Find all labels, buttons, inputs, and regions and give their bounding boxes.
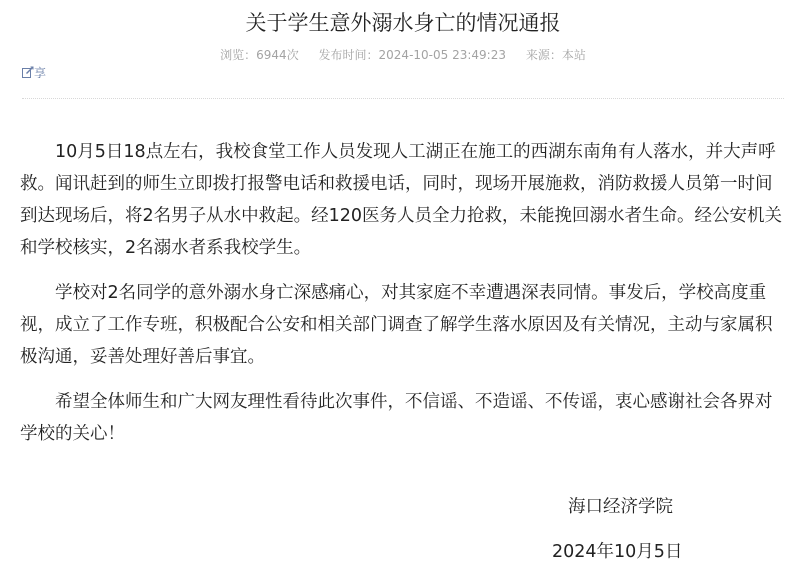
header-divider [22, 98, 784, 99]
article-source: 来源：本站 [525, 48, 586, 62]
signature-date: 2024年10月5日 [552, 542, 683, 562]
article-title: 关于学生意外溺水身亡的情况通报 [245, 11, 561, 35]
paragraph: 学校对2名同学的意外溺水身亡深感痛心，对其家庭不幸遭遇深表同情。事发后，学校高度重视，成立了工作专班，积极配合公安和相关部门调查了解学生落水原因及有关情况，主动与家属积极沟通，妥善处理好善后事宜。 [20, 283, 773, 367]
view-count: 浏览：6944次 [220, 48, 299, 62]
share-label: 享 [34, 65, 47, 80]
paragraph: 10月5日18点左右，我校食堂工作人员发现人工湖正在施工的西湖东南角有人落水，并大声呼救。闻讯赶到的师生立即拨打报警电话和救援电话，同时，现场开展施救，消防救援人员第一时间到达现场后，将2名男子从水中救起。经120医务人员全力抢救，未能挽回溺水者生命。经公安机关和学校核实，2名溺水者系我校学生。 [20, 142, 783, 258]
signature-school: 海口经济学院 [568, 497, 673, 517]
paragraph: 希望全体师生和广大网友理性看待此次事件，不信谣、不造谣、不传谣，衷心感谢社会各界对学校的关心！ [20, 392, 773, 444]
article-body [20, 136, 788, 463]
share-edit-icon [22, 66, 34, 78]
share-button[interactable] [22, 63, 46, 81]
article-meta [0, 45, 806, 65]
publish-time: 发布时间：2024-10-05 23:49:23 [318, 48, 506, 62]
